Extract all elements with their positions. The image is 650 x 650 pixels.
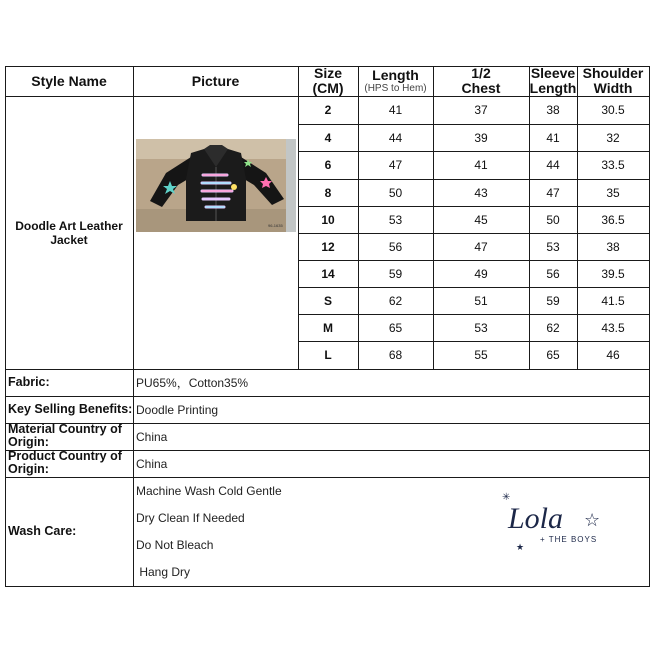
header-chest-line2: Chest xyxy=(461,80,501,96)
row-chest-value: 51 xyxy=(474,293,488,308)
fabric-label: Fabric: xyxy=(8,375,50,389)
logo-star-icon: ☆ xyxy=(584,510,601,531)
header-size-line2: (CM) xyxy=(312,80,344,96)
row-chest-value: 45 xyxy=(474,212,488,227)
row-shoulder-value: 38 xyxy=(606,239,620,254)
logo-small-star-icon: ★ xyxy=(516,543,525,553)
brand-logo xyxy=(498,490,618,556)
row-sleeve-value: 50 xyxy=(546,212,560,227)
fabric-value: PU65%，Cotton35% xyxy=(136,376,249,390)
row-size-value: L xyxy=(324,348,332,362)
row-size-value: 4 xyxy=(324,130,332,145)
row-chest-value: 49 xyxy=(474,266,488,281)
row-sleeve-value: 59 xyxy=(546,293,560,308)
row-size-value: 12 xyxy=(321,239,335,254)
row-size-value: 10 xyxy=(321,212,335,227)
row-chest-value: 53 xyxy=(474,320,488,335)
wash-care-item: Machine Wash Cold Gentle xyxy=(136,483,282,498)
product-origin-label-line1: Product Country of xyxy=(8,449,122,463)
wash-care-item: Do Not Bleach xyxy=(136,537,214,552)
row-size-value: S xyxy=(323,293,332,308)
header-picture: Picture xyxy=(191,72,240,89)
row-size-value: 2 xyxy=(324,103,332,117)
header-length xyxy=(358,66,433,96)
row-length-value: 59 xyxy=(388,266,403,281)
product-photo xyxy=(136,139,296,232)
wash-care-label: Wash Care: xyxy=(8,524,77,538)
logo-brand-text: Lola xyxy=(508,502,564,535)
row-shoulder-value: 32 xyxy=(606,130,620,145)
header-length-sub: (HPS to Hem) xyxy=(364,83,427,94)
lola-logo-image xyxy=(498,490,618,556)
material-origin-label-line2: Origin: xyxy=(8,435,49,449)
benefits-value: Doodle Printing xyxy=(136,402,219,417)
row-size-value: 14 xyxy=(321,266,335,281)
wash-care-item: Dry Clean If Needed xyxy=(136,510,245,525)
header-shoulder xyxy=(577,66,649,96)
material-origin-label-line1: Material Country of xyxy=(8,422,122,436)
row-shoulder-value: 30.5 xyxy=(601,103,625,117)
row-chest-value: 41 xyxy=(474,158,488,172)
row-shoulder-value: 39.5 xyxy=(601,266,625,281)
style-name-value: Doodle Art Leather Jacket xyxy=(15,218,123,247)
header-sleeve-line1: Sleeve xyxy=(530,65,576,81)
row-size-value: 8 xyxy=(324,185,332,200)
row-shoulder-value: 43.5 xyxy=(601,320,625,335)
header-sleeve-line2: Length xyxy=(529,80,577,96)
header-chest-line1: 1/2 xyxy=(471,65,491,81)
row-shoulder-value: 46 xyxy=(606,348,620,362)
row-sleeve-value: 38 xyxy=(546,103,560,117)
jacket-photo-image xyxy=(136,139,296,232)
row-sleeve-value: 44 xyxy=(546,158,560,172)
header-size xyxy=(298,66,358,96)
header-style-name: Style Name xyxy=(31,72,107,89)
row-chest-value: 47 xyxy=(474,239,488,254)
row-chest-value: 37 xyxy=(474,103,488,117)
row-length-value: 62 xyxy=(388,293,403,308)
wash-care-item: Hang Dry xyxy=(136,564,191,579)
row-length-value: 50 xyxy=(388,185,403,200)
row-length-value: 56 xyxy=(388,239,403,254)
row-length-value: 44 xyxy=(388,130,403,145)
row-length-value: 41 xyxy=(388,103,403,117)
row-shoulder-value: 35 xyxy=(606,185,620,200)
header-chest xyxy=(433,66,529,96)
row-chest-value: 55 xyxy=(474,348,488,362)
product-origin-label-line2: Origin: xyxy=(8,462,49,476)
benefits-label: Key Selling Benefits: xyxy=(8,402,133,416)
header-size-line1: Size xyxy=(313,65,342,81)
row-length-value: 47 xyxy=(388,158,403,172)
header-length-label: Length xyxy=(372,67,419,83)
row-chest-value: 43 xyxy=(474,185,488,200)
row-size-value: M xyxy=(323,320,333,335)
row-sleeve-value: 41 xyxy=(546,130,560,145)
material-origin-label xyxy=(5,423,133,450)
row-length-value: 53 xyxy=(388,212,403,227)
header-sleeve xyxy=(529,66,577,96)
row-sleeve-value: 65 xyxy=(546,348,560,362)
row-shoulder-value: 33.5 xyxy=(601,158,625,172)
row-sleeve-value: 62 xyxy=(546,320,560,335)
row-length-value: 65 xyxy=(388,320,403,335)
product-origin-value: China xyxy=(136,456,168,471)
header-shoulder-line2: Width xyxy=(593,80,633,96)
row-sleeve-value: 56 xyxy=(546,266,560,281)
row-size-value: 6 xyxy=(324,158,332,172)
product-origin-label xyxy=(5,450,133,477)
row-chest-value: 39 xyxy=(474,130,488,145)
material-origin-value: China xyxy=(136,429,168,444)
header-shoulder-line1: Shoulder xyxy=(582,65,644,81)
row-shoulder-value: 36.5 xyxy=(601,212,625,227)
logo-sparkle-icon: ✳ xyxy=(502,492,511,503)
logo-tagline: + THE BOYS xyxy=(540,535,598,544)
row-sleeve-value: 47 xyxy=(546,185,560,200)
photo-tag-text: 96-1635 xyxy=(268,223,283,228)
row-sleeve-value: 53 xyxy=(546,239,560,254)
row-shoulder-value: 41.5 xyxy=(601,293,625,308)
row-length-value: 68 xyxy=(388,348,403,362)
